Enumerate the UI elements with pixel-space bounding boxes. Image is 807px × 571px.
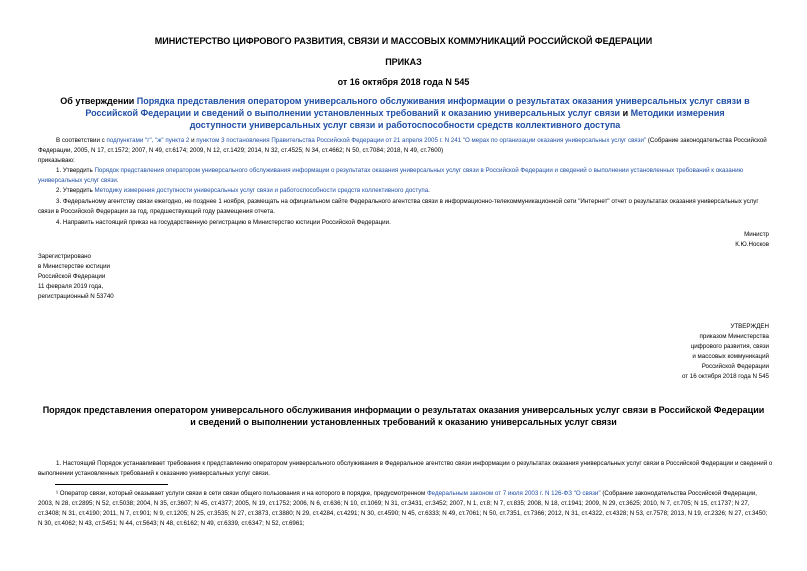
approved-block [470,322,769,382]
approved-line-6: от 16 октября 2018 года N 545 [681,373,769,380]
order-title [60,95,750,131]
item-2 [38,186,773,196]
preamble-part3: (Собрание законодательства Российской Федерации, 2005, N 17, ст.1572; 2007, N 49, ст.6174; 2009, N 12, ст.1429; 2014, N 32, ст.4525; N 34, ст.4662; N 50, ст.7084; 2018, N 49, ст.7600) [38,137,767,154]
approved-line-3: цифрового развития, связи [690,343,769,350]
item-1-suffix: . [116,177,119,184]
registration-line-3: Российской Федерации [38,273,106,280]
preamble-part1: В соответствии с [56,137,107,144]
approved-line-2: приказом Министерства [699,333,769,340]
footnote-part1: Оператор связи, который оказывает услуги связи в сети связи общего пользования и на которого в порядке, предусмотренном [58,490,427,497]
doc-type: ПРИКАЗ [385,57,422,67]
link-item-2-methodology[interactable]: Методику измерения доступности универсальных услуг связи и работоспособности средств коллективного доступа [94,187,429,194]
footnote-part2: (Собрание законодательства Российской Федерации, 2003, N 28, ст.2895; N 52, ст.5038; 2004, N 35, ст.3607; N 45, ст.4377; 2005, N 19, ст.1752; 2006, N 6, ст.636; N 10, ст.1069; N 31, ст.3431, ст.3452; 2007, N 1, ст.8; N 7, ст.835; 2008, N 18, ст.1941; 2009, N 29, ст.3625; 2010, N 7, ст.705; N 15, ст.1737; N 27, ст.3408; N 31, ст.4190; 2011, N 7, ст.901; N 9, ст.1205; N 25, ст.3535; N 27, ст.3873, ст.3880; N 29, ст.4284, ст.4291; N 30, ст.4590; N 45, ст.6333; N 49, ст.7061; N 50, ст.7351, ст.7366; 2012, N 31, ст.4322, ст.4328; N 53, ст.7578; 2013, N 19, ст.2326; N 27, ст.3450; N 30, ст.4062; N 43, ст.5451; N 44, ст.5643; N 48, ст.6162; N 49, ст.6339, ст.6347; N 52, ст.6961; [38,490,768,527]
footnote-divider [55,484,168,485]
registration-line-5: регистрационный N 53740 [38,293,114,300]
procedure-paragraph-1: 1. Настоящий Порядок устанавливает требования к представлению оператором универсального обслуживания в Федеральное агентство связи информации о результатах оказания универсальных услуг связи в Российской Федерации и сведений о выполнении установленных требований к оказанию универсальных услуг связи. [38,460,773,477]
registration-block [38,252,114,302]
link-methodology[interactable]: Методики измерения доступности универсальных услуг связи и работоспособности средств коллективного доступа [189,108,725,130]
item-4: 4. Направить настоящий приказ на государственную регистрацию в Министерство юстиции Российской Федерации. [56,219,391,226]
approved-line-5: Российской Федерации [701,363,769,370]
item-1 [38,166,773,186]
link-item-1-procedure[interactable]: Порядок представления оператором универсального обслуживания информации о результатах оказания универсальных услуг связи в Российской Федерации и сведений о выполнении установленных требований к оказанию универсальных услуг связи [38,167,744,184]
link-government-decree[interactable]: пунктом 3 постановления Правительства Российской Федерации от 21 апреля 2005 г. N 241 "О мерах по организации оказания универсальных услуг связи" [196,137,647,144]
link-subparagraphs[interactable]: подпунктами "г", "ж" пункта 2 [106,137,190,144]
item-2-suffix: . [428,187,430,194]
item-2-prefix: 2. Утвердить [56,187,95,194]
item-1-prefix: 1. Утвердить [56,167,95,174]
order-title-middle: и [620,108,631,118]
item-3: 3. Федеральному агентству связи ежегодно, не позднее 1 ноября, размещать на официальном сайте Федерального агентства связи в информационно-телекоммуникационной сети "Интернет" отчет о результатах оказания универсальных услуг связи в Российской Федерации за год, предшествующий году размещения отчета. [38,198,759,215]
footnote [38,489,773,529]
preamble-part2: и [189,137,197,144]
order-title-prefix: Об утверждении [60,96,137,106]
registration-line-1: Зарегистрировано [38,253,91,260]
order-word: приказываю: [38,157,75,164]
signature-position: Министр [744,231,769,238]
link-federal-law-126[interactable]: Федеральным законом от 7 июля 2003 г. N 126-ФЗ "О связи" [426,490,601,497]
ministry-title: МИНИСТЕРСТВО ЦИФРОВОГО РАЗВИТИЯ, СВЯЗИ И МАССОВЫХ КОММУНИКАЦИЙ РОССИЙСКОЙ ФЕДЕРАЦИИ [154,36,653,46]
signature-name: К.Ю.Носков [735,241,769,248]
link-procedure[interactable]: Порядка представления оператором универсального обслуживания информации о результатах оказания универсальных услуг связи в Российской Федерации и сведений о выполнении установленных требований к оказанию универсальных услуг связи [85,96,750,118]
footnote-mark: ¹ [56,490,59,497]
preamble [38,136,773,156]
registration-line-4: 11 февраля 2019 года, [38,283,104,290]
registration-line-2: в Министерстве юстиции [38,263,111,270]
order-date-number: от 16 октября 2018 года N 545 [337,77,470,87]
approved-line-1: УТВЕРЖДЕН [730,323,769,330]
approved-line-4: и массовых коммуникаций [692,353,769,360]
procedure-title: Порядок представления оператором универсального обслуживания информации о результатах оказания универсальных услуг связи в Российской Федерации и сведений о выполнении установленных требований к оказанию универсальных услуг связи [42,405,765,427]
